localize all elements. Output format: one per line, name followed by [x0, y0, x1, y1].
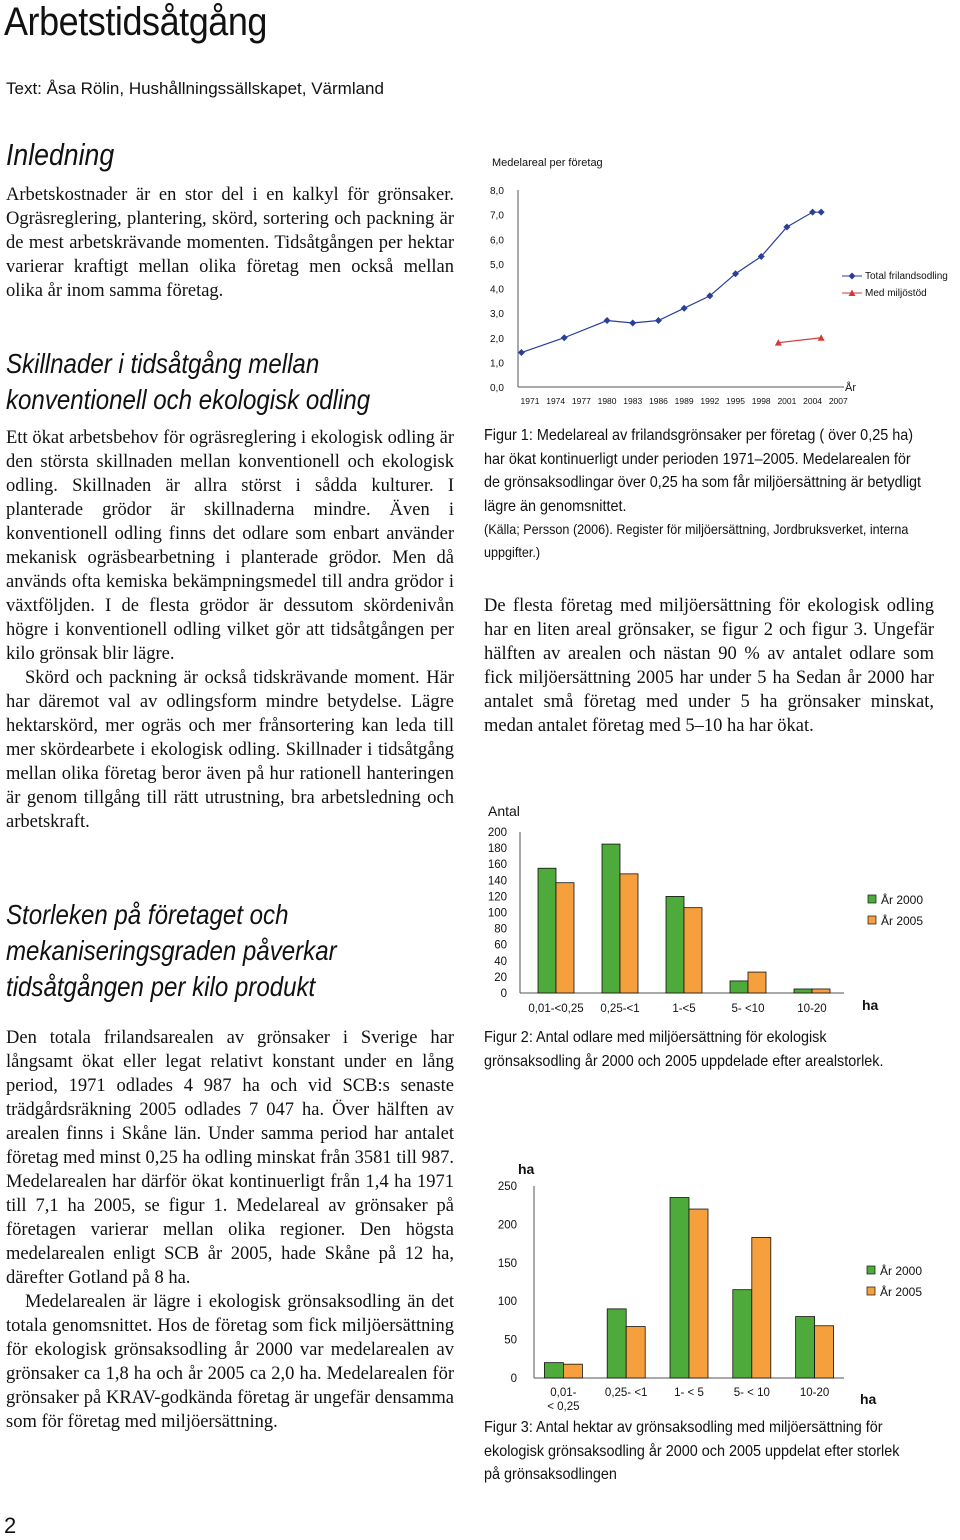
right-column-text [484, 594, 934, 738]
fig1-series-eko-line [778, 338, 821, 343]
heading-differences-line2: konventionell och ekologisk odling [6, 384, 371, 415]
fig1-y-tick-label: 1,0 [490, 358, 504, 370]
right-paragraph: De flesta företag med miljöersättning för ekologisk odling har en liten areal grönsaker, se figur 2 och figur 3. Ungefär hälften av arealen och nästan 90 % av antalet odlare som fick miljöersättning 2005 har under 5 ha Sedan år 2000 har antalet små företag med under 5 ha grönsaker minskat, medan antalet företag med 5–10 ha har ökat. [484, 596, 934, 736]
fig1-caption-source-a: (Källa; Persson (2006) [484, 521, 610, 537]
fig1-total-point [518, 349, 525, 356]
fig3-y-tick-label: 50 [504, 1334, 517, 1347]
fig1-y-tick-label: 6,0 [490, 235, 504, 247]
fig2-y-tick-label: 200 [487, 827, 507, 839]
fig1-x-tick-label: 1986 [648, 396, 668, 406]
fig2-x-tick-line: 0,25-<1 [600, 1003, 640, 1015]
fig1-x-tick-label: 1998 [751, 396, 771, 406]
fig1-x-tick-label: 1977 [571, 396, 591, 406]
fig2-bar-2000 [602, 844, 620, 993]
fig2-y-tick-label: 160 [487, 859, 507, 872]
fig1-total-point [655, 317, 662, 324]
fig2-bar-2005 [684, 908, 702, 993]
intro-text [6, 183, 454, 303]
fig2-y-tick-label: 60 [494, 939, 507, 952]
fig3-y-tick-label: 200 [497, 1219, 517, 1232]
fig3-y-tick-label: 0 [510, 1373, 517, 1385]
fig1-x-tick-label: 1983 [623, 396, 643, 406]
fig1-total-point [818, 209, 825, 216]
size-paragraph-2: Medelarealen är lägre i ekologisk grönsaksodling än det totala genomsnittet. Hos de företag som fick miljöersättning för ekologisk grönsaksodling år 2000 var medelarealen av grönsaker ca 1,8 ha och år 2005 ca 2,0 ha. Medelarealen för grönsaker på KRAV-godkända företag är ungefär densamma som för företag med miljöersättning. [6, 1292, 454, 1432]
fig1-chart-title: Medelareal per företag [492, 157, 603, 169]
fig2-bar-2000 [538, 868, 556, 993]
fig3-bar-2000 [670, 1198, 689, 1378]
fig3-x-tick-label [547, 1387, 579, 1413]
fig1-x-axis-label: År [845, 382, 856, 394]
fig1-x-tick-label: 2004 [803, 396, 823, 406]
fig1-legend-total-label: Total frilandsodling [865, 271, 948, 282]
fig3-x-axis-label: ha [860, 1391, 877, 1407]
fig2-y-tick-label: 40 [494, 955, 507, 968]
fig2-legend-2000-label: År 2000 [881, 893, 924, 907]
heading-size-line2: mekaniseringsgraden påverkar [6, 935, 337, 966]
fig3-y-axis-label: ha [518, 1161, 535, 1177]
fig3-bar-2005 [689, 1209, 708, 1378]
fig1-total-point [561, 334, 568, 341]
fig2-x-tick-label [732, 1003, 765, 1015]
page-number: 2 [4, 1513, 17, 1538]
fig3-x-tick-line: 0,25- <1 [604, 1387, 648, 1399]
fig1-x-tick-label: 1995 [726, 396, 745, 406]
fig2-y-tick-label: 180 [487, 843, 507, 856]
fig2-x-axis-label: ha [862, 997, 879, 1013]
fig3-x-tick-label [734, 1387, 770, 1399]
fig3-legend-2005-label: År 2005 [880, 1285, 923, 1299]
fig3-legend [867, 1263, 922, 1299]
fig1-total-point [629, 319, 636, 326]
fig1-y-tick-label: 5,0 [490, 259, 504, 271]
figure-2-bar-chart [484, 796, 960, 1022]
fig3-x-tick-line: 0,01- [550, 1387, 577, 1399]
fig2-bar-2000 [794, 989, 812, 993]
fig1-y-tick-label: 0,0 [490, 383, 504, 394]
fig2-legend-2000-swatch [868, 895, 876, 903]
fig1-x-tick-label: 1971 [520, 396, 540, 406]
differences-paragraph-1: Ett ökat arbetsbehov för ogräsreglering i ekologisk odling är den största skillnaden mellan konventionell och ekologisk odling. Skillnaden är allra störst i sådda kulturer. I planterade grödor är skillnaderna mindre. Även i konventionell odling finns det odlare som enbart använder mekanisk ogräsbearbetning i planterade grödor. Men då används ofta kemiska bekämpningsmedel till andra grödor i växtföljden. I de flesta grödor är dessutom skördenivån högre i konventionell odling vilket gör att tidsåtgången per kilo grönsak blir lägre. [6, 428, 454, 664]
fig2-y-tick-label: 140 [487, 875, 507, 888]
fig2-bar-2000 [730, 981, 748, 993]
fig1-x-tick-label: 2007 [828, 396, 848, 406]
fig1-caption-source [484, 518, 925, 564]
heading-differences [6, 346, 370, 418]
heading-company-size [6, 897, 337, 1005]
fig3-bar-2000 [733, 1290, 752, 1378]
fig2-x-tick-label [672, 1003, 695, 1015]
size-paragraph-1: Den totala frilandsarealen av grönsaker i Sverige har långsamt ökat eller legat relativt konstant under en lång period, 1971 odlades 4 987 ha och vid SCB:s senaste trädgårdsräkning 2005 odlades 7 047 ha. Över hälften av arealen finns i Skåne län. Under samma period har antalet företag med minst 0,25 ha odling minskat från 3581 till 987. Medelarealen har därför ökat kontinuerligt från 1,4 ha 1971 till 7,1 ha 2005, se figur 1. Medelareal av grönsaker på företagen varierar mellan olika regioner. Den högsta medelarealen enligt SCB år 2005, hade Skåne på 12 ha, därefter Gotland på 8 ha. [6, 1028, 454, 1288]
fig2-x-tick-label [600, 1003, 639, 1015]
fig2-x-tick-line: 10-20 [797, 1003, 827, 1015]
fig3-x-tick-line: 1- < 5 [674, 1387, 704, 1399]
fig2-x-tick-line: 5- <10 [731, 1003, 765, 1015]
fig1-x-tick-label: 1974 [546, 396, 566, 406]
fig3-bar-2005 [752, 1237, 771, 1378]
fig3-bar-2000 [607, 1309, 626, 1378]
fig2-legend [868, 892, 923, 928]
heading-size-line3: tidsåtgången per kilo produkt [6, 971, 316, 1002]
figure-3-bar-chart [484, 1152, 960, 1422]
fig1-legend [842, 271, 948, 299]
fig2-y-tick-label: 0 [500, 988, 507, 1000]
fig1-total-point [809, 209, 816, 216]
differences-text [6, 426, 454, 834]
fig2-x-tick-label [797, 1003, 826, 1015]
fig1-x-tick-label: 1980 [597, 396, 617, 406]
heading-size-line1: Storleken på företaget och [6, 899, 289, 930]
fig1-x-tick-label: 1992 [700, 396, 720, 406]
fig1-total-point [604, 317, 611, 324]
figure-1-caption [484, 424, 925, 564]
fig1-legend-total-marker [849, 273, 856, 280]
fig2-bar-2005 [748, 972, 766, 993]
fig2-legend-2005-label: År 2005 [881, 914, 924, 928]
fig3-bar-2005 [626, 1327, 645, 1378]
fig2-legend-2005-swatch [868, 916, 876, 924]
heading-intro: Inledning [6, 137, 115, 172]
fig2-y-axis-label: Antal [488, 803, 520, 819]
fig3-legend-2000-label: År 2000 [880, 1264, 923, 1278]
differences-paragraph-2: Skörd och packning är också tidskrävande moment. Här har däremot val av odlingsform mindre betydelse. Lägre hektarskörd, mer ogräs och mer frånsortering kan leda till mer skördearbete i ekologisk odling. Skillnader i tidsåtgång mellan olika företag beror även på hur rationell hanteringen är genom tillgång till rätt utrustning, bra arbetsledning och arbetskraft. [6, 668, 454, 832]
fig3-x-tick-line: < 0,25 [547, 1401, 580, 1413]
fig1-y-tick-label: 7,0 [490, 210, 504, 222]
fig2-y-tick-label: 120 [487, 891, 507, 904]
fig3-x-tick-label [674, 1387, 704, 1399]
fig1-caption-source-b: . Register för miljöersättning, Jordbruksverket, interna uppgifter.) [484, 521, 909, 560]
fig3-bar-2005 [563, 1364, 582, 1378]
fig2-bar-2000 [666, 896, 684, 993]
fig3-x-tick-line: 10-20 [799, 1387, 830, 1399]
fig1-x-tick-label: 1989 [674, 396, 694, 406]
fig1-y-tick-label: 2,0 [490, 333, 504, 345]
figure-3-caption: Figur 3: Antal hektar av grönsaksodling med miljöersättning för ekologisk grönsaksodling år 2000 och 2005 uppdelat efter storlek på grönsaksodlingen [484, 1419, 900, 1483]
fig2-x-tick-label [528, 1003, 583, 1015]
heading-differences-line1: Skillnader i tidsåtgång mellan [6, 348, 320, 379]
figure-1-line-chart [484, 150, 960, 412]
fig3-x-tick-label [605, 1387, 648, 1399]
fig2-x-tick-line: 1-<5 [672, 1003, 696, 1015]
fig1-legend-eko-label: Med miljöstöd [865, 288, 927, 299]
fig1-total-point [681, 305, 688, 312]
fig3-x-tick-label [800, 1387, 829, 1399]
fig1-x-tick-label: 2001 [777, 396, 797, 406]
fig1-series-total-line [521, 212, 821, 352]
fig2-y-tick-label: 100 [487, 907, 507, 920]
fig3-y-tick-label: 150 [497, 1257, 517, 1270]
fig1-y-tick-label: 4,0 [490, 284, 504, 296]
page-title: Arbetstidsåtgång [4, 0, 267, 44]
fig1-y-tick-label: 8,0 [490, 186, 504, 197]
intro-paragraph: Arbetskostnader är en stor del i en kalkyl för grönsaker. Ogräsreglering, plantering, skörd, sortering och packning är de mest arbetskrävande momenten. Tidsåtgången per hektar varierar kraftigt mellan olika företag men också mellan olika år inom samma företag. [6, 185, 454, 301]
fig2-bar-2005 [812, 989, 830, 993]
fig1-caption-main: Figur 1: Medelareal av frilandsgrönsaker per företag ( över 0,25 ha) har ökat kontinuerligt under perioden 1971–2005. Medelarealen för de grönsaksodlingar över 0,25 ha som får miljöersättning är betydligt lägre än genomsnittet. [484, 427, 922, 515]
fig2-y-tick-label: 80 [494, 923, 507, 936]
fig2-x-tick-line: 0,01-<0,25 [528, 1003, 584, 1015]
fig3-y-tick-label: 250 [497, 1181, 517, 1193]
figure-2-caption: Figur 2: Antal odlare med miljöersättning för ekologisk grönsaksodling år 2000 och 2005 uppdelade efter arealstorlek. [484, 1029, 884, 1070]
company-size-text [6, 1026, 454, 1434]
fig2-bar-2005 [620, 874, 638, 993]
fig3-bar-2005 [815, 1326, 834, 1378]
fig3-bar-2000 [796, 1317, 815, 1378]
fig3-legend-2000-swatch [867, 1266, 875, 1274]
fig3-bar-2000 [544, 1363, 563, 1378]
fig3-x-tick-line: 5- < 10 [733, 1387, 770, 1399]
fig2-bar-2005 [556, 883, 574, 993]
fig3-y-tick-label: 100 [497, 1296, 517, 1309]
fig3-legend-2005-swatch [867, 1287, 875, 1295]
fig1-y-tick-label: 3,0 [490, 309, 504, 321]
fig2-y-tick-label: 20 [494, 971, 507, 984]
author-line: Text: Åsa Rölin, Hushållningssällskapet, Värmland [6, 79, 384, 98]
